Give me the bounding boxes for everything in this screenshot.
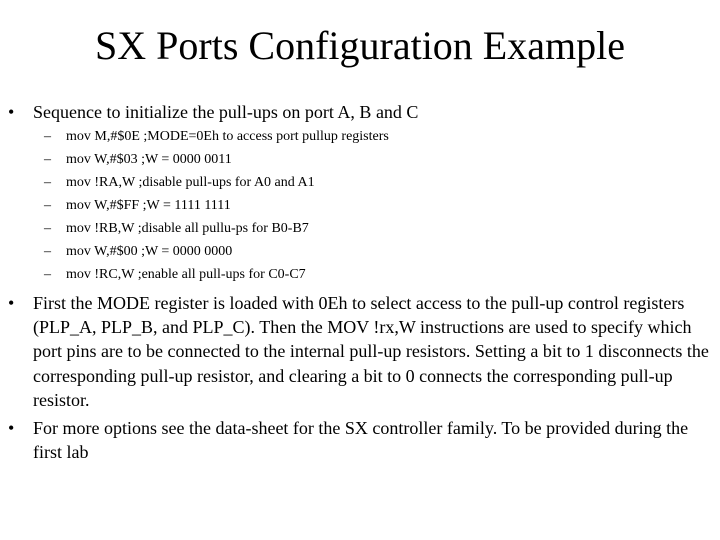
code-line-text: mov !RC,W ;enable all pull-ups for C0-C7 bbox=[66, 267, 306, 282]
bullet-text: First the MODE register is loaded with 0Eh to select access to the pull-up control registers (PLP_A, PLP_B, and PLP_C). Then the MOV !rx,W instructions are used to specify which port pins are to be connected to the internal pull-up resistors. Setting a bit to 1 disconnects the corresponding pull-up resistor, and clearing a bit to 0 connects the corresponding pull-up resistor. bbox=[33, 293, 709, 410]
code-line-text: mov !RB,W ;disable all pullu-ps for B0-B7 bbox=[66, 221, 309, 236]
code-line bbox=[0, 265, 720, 288]
code-line-text: mov M,#$0E ;MODE=0Eh to access port pullup registers bbox=[66, 129, 389, 144]
dash-icon: – bbox=[44, 221, 51, 236]
dash-icon: – bbox=[44, 267, 51, 282]
code-line-text: mov W,#$03 ;W = 0000 0011 bbox=[66, 152, 232, 167]
dash-icon: – bbox=[44, 198, 51, 213]
code-line bbox=[0, 173, 720, 196]
code-line bbox=[0, 127, 720, 150]
code-line-text: mov W,#$00 ;W = 0000 0000 bbox=[66, 244, 233, 259]
bullet-text: For more options see the data-sheet for the SX controller family. To be provided during the first lab bbox=[33, 418, 689, 463]
code-line-text: mov W,#$FF ;W = 1111 1111 bbox=[66, 198, 231, 213]
bullet-icon: • bbox=[8, 418, 15, 438]
slide-title: SX Ports Configuration Example bbox=[95, 23, 625, 68]
bullet-icon: • bbox=[8, 102, 15, 122]
code-line bbox=[0, 196, 720, 219]
dash-icon: – bbox=[44, 244, 51, 259]
code-line bbox=[0, 150, 720, 173]
bullet-icon: • bbox=[8, 293, 15, 313]
dash-icon: – bbox=[44, 152, 51, 167]
code-line bbox=[0, 242, 720, 265]
bullet-text: Sequence to initialize the pull-ups on port A, B and C bbox=[33, 102, 419, 122]
dash-icon: – bbox=[44, 175, 51, 190]
code-line bbox=[0, 219, 720, 242]
dash-icon: – bbox=[44, 129, 51, 144]
code-line-text: mov !RA,W ;disable pull-ups for A0 and A1 bbox=[66, 175, 315, 190]
